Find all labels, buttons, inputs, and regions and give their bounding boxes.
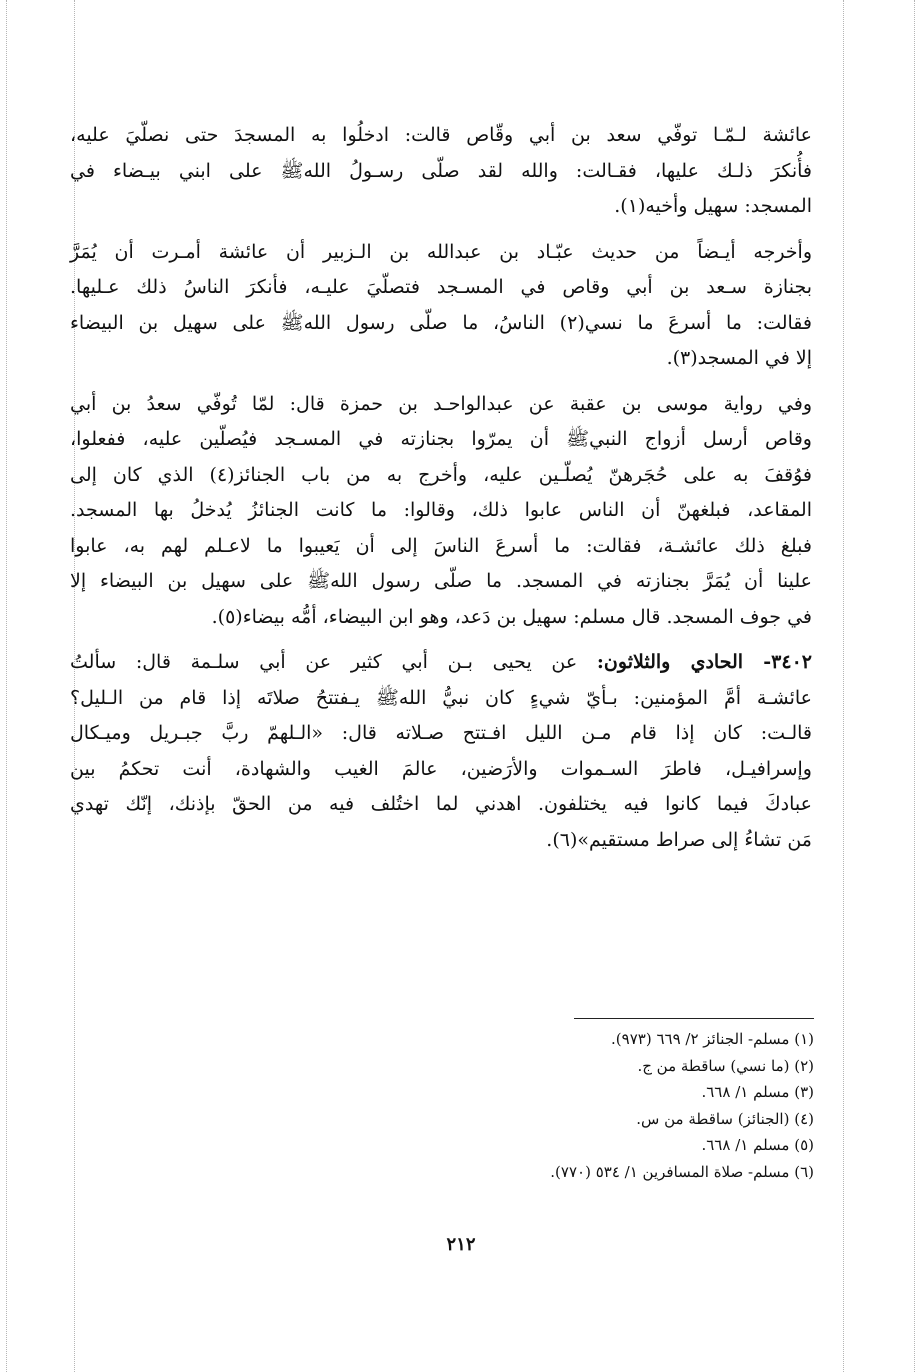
text-line: وقاص أرسل أزواج النبيﷺ أن يمرّوا بجنازته في المسـجد فيُصلّين عليه، ففعلوا، bbox=[70, 428, 812, 450]
text-line: بجنازة سـعد بن أبي وقاص في المسـجد فتصلّيَ عليـه، فأنكرَ الناسُ ذلك عـليها. bbox=[70, 276, 812, 298]
paragraph-1 bbox=[70, 118, 812, 225]
text-line: عبادكَ فيما كانوا فيه يختلفون. اهدني لما اختُلف فيه من الحقّ بإذنك، إنّك تهدي bbox=[70, 793, 812, 815]
footnote-item: (٢) (ما نسي) ساقطة من ج. bbox=[637, 1056, 814, 1075]
dotted-guide-inner-right bbox=[843, 0, 844, 1372]
hadith-opening: عن يحيى بـن أبي كثير عن أبي سلـمة قال: سألتُ bbox=[70, 651, 578, 673]
text-line: وأخرجه أيـضاً من حديث عبّـاد بن عبدالله بن الـزبير أن عائشة أمـرت أن يُمَرَّ bbox=[70, 240, 813, 263]
footnote-item: (٦) مسلم- صلاة المسافرين ١/ ٥٣٤ (٧٧٠). bbox=[550, 1162, 814, 1181]
paragraph-3 bbox=[70, 387, 812, 636]
footnotes bbox=[474, 1026, 814, 1185]
text-line: مَن تشاءُ إلى صراط مستقيم»(٦). bbox=[546, 828, 812, 851]
dotted-guide-left bbox=[6, 0, 7, 1372]
text-line: قالـت: كان إذا قام مـن الليل افـتتح صـلاته قال: «الـلهمّ ربَّ جبـريل وميـكال bbox=[70, 722, 812, 744]
text-line: عائشـة أمَّ المؤمنين: بـأيّ شيءٍ كان نبيُّ اللهﷺ يـفتتحُ صلاتَه إذا قام من الـليل؟ bbox=[70, 686, 812, 709]
text-line: فقالت: ما أسرعَ ما نسي(٢) الناسُ، ما صلّى رسول اللهﷺ على سهيل بن البيضاء bbox=[70, 311, 812, 334]
text-line: وإسرافيـل، فاطرَ السـموات والأرَضين، عالمَ الغيب والشهادة، أنت تحكمُ بين bbox=[70, 757, 812, 780]
text-line: فبلغ ذلك عائشـة، فقالت: ما أسرعَ الناسَ إلى أن يَعيبوا ما لاعـلم لهم به، عابوا bbox=[70, 534, 812, 557]
text-line: المسجد: سهيل وأخيه(١). bbox=[614, 195, 812, 217]
paragraph-hadith-3402 bbox=[70, 645, 812, 858]
text-line: المقاعد، فبلغهنّ أن الناس عابوا ذلك، وقالوا: ما كانت الجنائزُ يُدخلُ بها المسجد. bbox=[70, 499, 812, 521]
footnote-item: (٤) (الجنائز) ساقطة من س. bbox=[636, 1109, 814, 1128]
text-line: عائشة لـمّـا توفّي سعد بن أبي وقّاص قالت: ادخلُوا به المسجدَ حتى نصلّيَ عليه، bbox=[70, 124, 812, 146]
text-line: فوُقفَ به على حُجَرهنّ يُصلّـين عليه، وأخرج به من باب الجنائز(٤) الذي كان إلى bbox=[70, 463, 812, 486]
text-line: في جوف المسجد. قال مسلم: سهيل بن دَعد، وهو ابن البيضاء، أمُّه بيضاء(٥). bbox=[211, 605, 812, 628]
text-line: فأُنكرَ ذلـك عليها، فقـالت: والله لقد صلّى رسـولُ اللهﷺ على ابني بيـضاء في bbox=[70, 159, 812, 182]
page-number: ٢١٢ bbox=[446, 1234, 476, 1255]
paragraph-2 bbox=[70, 235, 812, 377]
text-line: علينا أن يُمَرَّ بجنازته في المسجد. ما صلّى رسول اللهﷺ على سهيل بن البيضاء إلا bbox=[70, 570, 812, 592]
footnote-item: (٥) مسلم ١/ ٦٦٨. bbox=[701, 1136, 814, 1154]
text-line: وفي رواية موسى بن عقبة عن عبدالواحـد بن حمزة قال: لمّا تُوفّي سعدُ بن أبي bbox=[70, 392, 812, 415]
footnote-separator bbox=[574, 1018, 814, 1019]
footnote-item: (١) مسلم- الجنائز ٢/ ٦٦٩ (٩٧٣). bbox=[611, 1030, 814, 1048]
text-line: إلا في المسجد(٣). bbox=[666, 347, 812, 369]
page-body bbox=[70, 118, 812, 868]
text-line bbox=[70, 645, 812, 681]
footnote-item: (٣) مسلم ١/ ٦٦٨. bbox=[701, 1083, 814, 1101]
dotted-guide-right bbox=[914, 0, 915, 1372]
hadith-number: ٣٤٠٢- الحادي والثلاثون: bbox=[596, 651, 812, 673]
